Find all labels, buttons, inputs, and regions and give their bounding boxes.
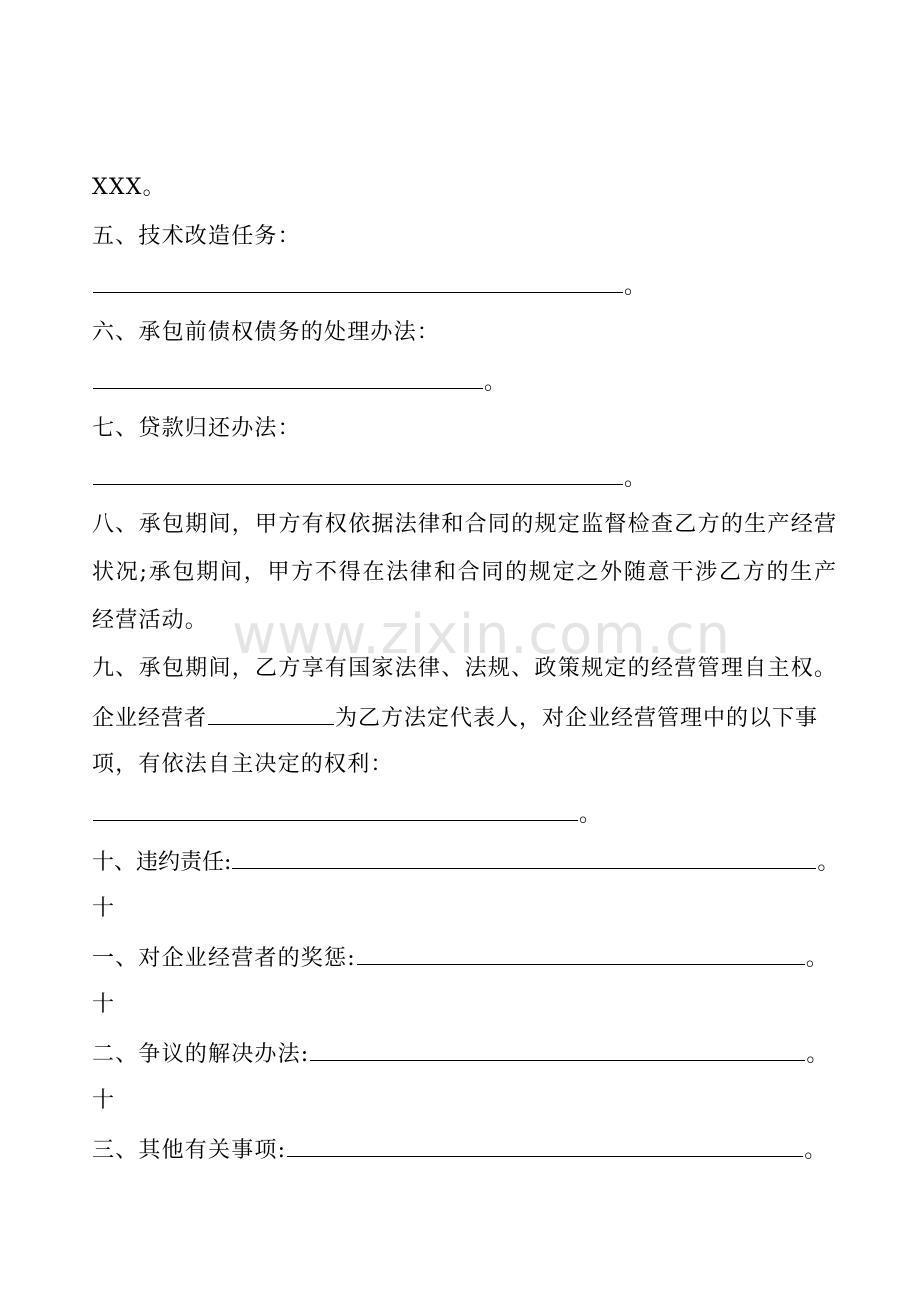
section-six-heading: 六、承包前债权债务的处理办法： <box>92 320 441 345</box>
blank-field <box>93 270 623 293</box>
fill-line <box>92 366 507 396</box>
period: 。 <box>817 850 840 875</box>
section-nine-text: 项，有依法自主决定的权利： <box>92 752 394 777</box>
blank-field <box>310 1038 805 1061</box>
blank-field <box>93 366 483 389</box>
blank-field <box>287 1134 803 1157</box>
text-line: 十 <box>92 896 116 921</box>
text-line: XXX。 <box>92 175 166 200</box>
document-page <box>92 0 840 1302</box>
blank-field <box>357 942 805 965</box>
label: 二、争议的解决办法: <box>92 1042 310 1067</box>
blank-field <box>93 462 623 485</box>
label: 一、对企业经营者的奖惩: <box>92 946 356 971</box>
text-line: 十 <box>92 1088 116 1113</box>
section-eleven-line <box>92 942 829 972</box>
label: 三、其他有关事项: <box>92 1138 287 1163</box>
section-twelve-line <box>92 1038 830 1068</box>
section-seven-heading: 七、贷款归还办法： <box>92 416 301 441</box>
fill-line <box>92 270 647 300</box>
text-segment: 企业经营者 <box>92 706 208 731</box>
section-eight-text: 八、承包期间，甲方有权依据法律和合同的规定监督检查乙方的生产经营 <box>92 512 836 537</box>
blank-field <box>232 846 816 869</box>
text-segment: 为乙方法定代表人，对企业经营管理中的以下事 <box>335 706 819 731</box>
period: 。 <box>484 370 508 395</box>
section-ten-line <box>92 846 839 876</box>
period: 。 <box>805 946 830 971</box>
period: 。 <box>624 274 648 299</box>
period: 。 <box>806 1042 830 1067</box>
period: 。 <box>624 466 648 491</box>
section-eight-text: 状况;承包期间，甲方不得在法律和合同的规定之外随意干涉乙方的生产 <box>92 560 836 585</box>
period: 。 <box>804 1138 828 1163</box>
section-five-heading: 五、技术改造任务： <box>92 224 301 249</box>
section-nine-text <box>92 702 818 732</box>
blank-field <box>93 798 578 821</box>
blank-field <box>208 702 334 725</box>
fill-line <box>92 462 647 492</box>
section-nine-text: 九、承包期间，乙方享有国家法律、法规、政策规定的经营管理自主权。 <box>92 656 836 681</box>
label: 十、违约责任: <box>92 850 232 875</box>
fill-line <box>92 798 602 828</box>
period: 。 <box>579 802 603 827</box>
watermark: www.zixin.com.cn <box>232 603 731 666</box>
section-eight-text: 经营活动。 <box>92 608 209 633</box>
section-thirteen-line <box>92 1134 827 1164</box>
text-line: 十 <box>92 992 116 1017</box>
